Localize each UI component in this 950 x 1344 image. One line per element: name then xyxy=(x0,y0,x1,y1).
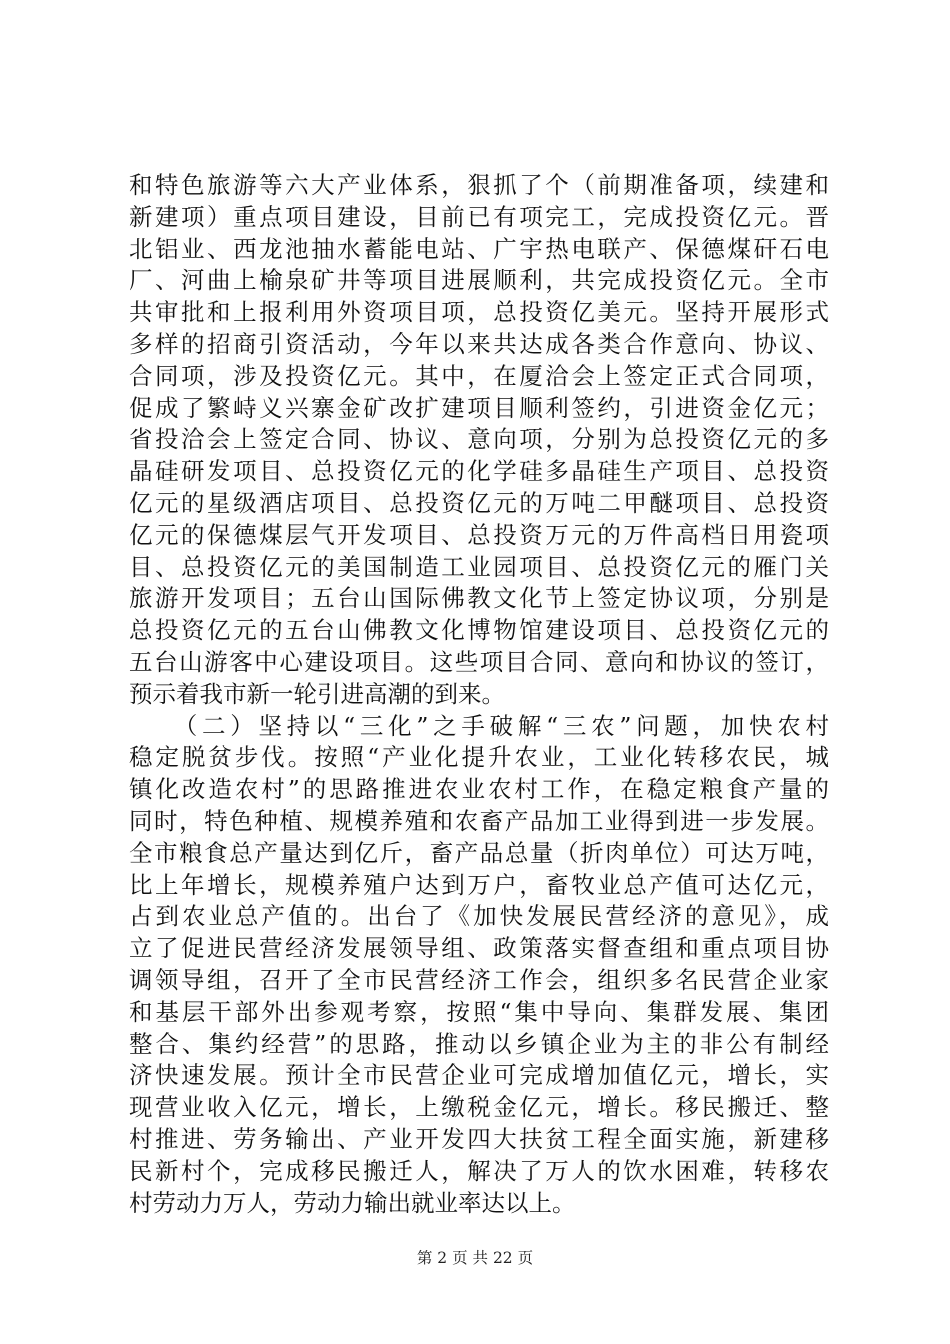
text-line: 镇化改造农村”的思路推进农业农村工作，在稳定粮食产量的 xyxy=(129,775,829,804)
text-line: 村推进、劳务输出、产业开发四大扶贫工程全面实施，新建移 xyxy=(129,1124,829,1153)
text-line: 晶硅研发项目、总投资亿元的化学硅多晶硅生产项目、总投资 xyxy=(129,457,829,486)
text-line: 旅游开发项目；五台山国际佛教文化节上签定协议项，分别是 xyxy=(129,584,829,613)
text-line: 省投洽会上签定合同、协议、意向项，分别为总投资亿元的多 xyxy=(129,425,829,454)
text-line: （二）坚持以“三化”之手破解“三农”问题，加快农村 xyxy=(129,711,829,740)
text-line: 亿元的保德煤层气开发项目、总投资万元的万件高档日用瓷项 xyxy=(129,520,829,549)
text-line: 新建项）重点项目建设，目前已有项完工，完成投资亿元。晋 xyxy=(129,202,829,231)
page-footer: 第 2 页 共 22 页 xyxy=(416,1249,534,1267)
text-line: 五台山游客中心建设项目。这些项目合同、意向和协议的签订， xyxy=(129,647,829,676)
text-line: 北铝业、西龙池抽水蓄能电站、广宇热电联产、保德煤矸石电 xyxy=(129,234,829,263)
text-line: 促成了繁峙义兴寨金矿改扩建项目顺利签约，引进资金亿元； xyxy=(129,393,829,422)
text-line: 预示着我市新一轮引进高潮的到来。 xyxy=(129,679,505,708)
text-line: 村劳动力万人，劳动力输出就业率达以上。 xyxy=(129,1188,576,1217)
text-line: 现营业收入亿元，增长，上缴税金亿元，增长。移民搬迁、整 xyxy=(129,1093,829,1122)
text-line: 厂、河曲上榆泉矿井等项目进展顺利，共完成投资亿元。全市 xyxy=(129,266,829,295)
text-line: 占到农业总产值的。出台了《加快发展民营经济的意见》，成 xyxy=(129,902,829,931)
text-line: 总投资亿元的五台山佛教文化博物馆建设项目、总投资亿元的 xyxy=(129,616,829,645)
text-line: 同时，特色种植、规模养殖和农畜产品加工业得到进一步发展。 xyxy=(129,806,829,835)
text-line: 比上年增长，规模养殖户达到万户，畜牧业总产值可达亿元， xyxy=(129,870,829,899)
text-line: 目、总投资亿元的美国制造工业园项目、总投资亿元的雁门关 xyxy=(129,552,829,581)
text-line: 多样的招商引资活动，今年以来共达成各类合作意向、协议、 xyxy=(129,329,829,358)
text-line: 合同项，涉及投资亿元。其中，在厦洽会上签定正式合同项， xyxy=(129,361,829,390)
text-line: 亿元的星级酒店项目、总投资亿元的万吨二甲醚项目、总投资 xyxy=(129,488,829,517)
text-line: 和特色旅游等六大产业体系，狠抓了个（前期准备项，续建和 xyxy=(129,171,829,199)
text-line: 立了促进民营经济发展领导组、政策落实督查组和重点项目协 xyxy=(129,934,829,963)
text-line: 整合、集约经营”的思路，推动以乡镇企业为主的非公有制经 xyxy=(129,1029,829,1058)
text-line: 全市粮食总产量达到亿斤，畜产品总量（折肉单位）可达万吨， xyxy=(129,838,829,867)
text-line: 调领导组，召开了全市民营经济工作会，组织多名民营企业家 xyxy=(129,965,829,994)
text-line: 民新村个，完成移民搬迁人，解决了万人的饮水困难，转移农 xyxy=(129,1156,829,1185)
text-line: 共审批和上报利用外资项目项，总投资亿美元。坚持开展形式 xyxy=(129,298,829,327)
text-line: 稳定脱贫步伐。按照“产业化提升农业，工业化转移农民，城 xyxy=(129,743,829,772)
body-text xyxy=(129,170,829,1219)
text-line: 济快速发展。预计全市民营企业可完成增加值亿元，增长，实 xyxy=(129,1061,829,1090)
text-line: 和基层干部外出参观考察，按照“集中导向、集群发展、集团 xyxy=(129,997,829,1026)
